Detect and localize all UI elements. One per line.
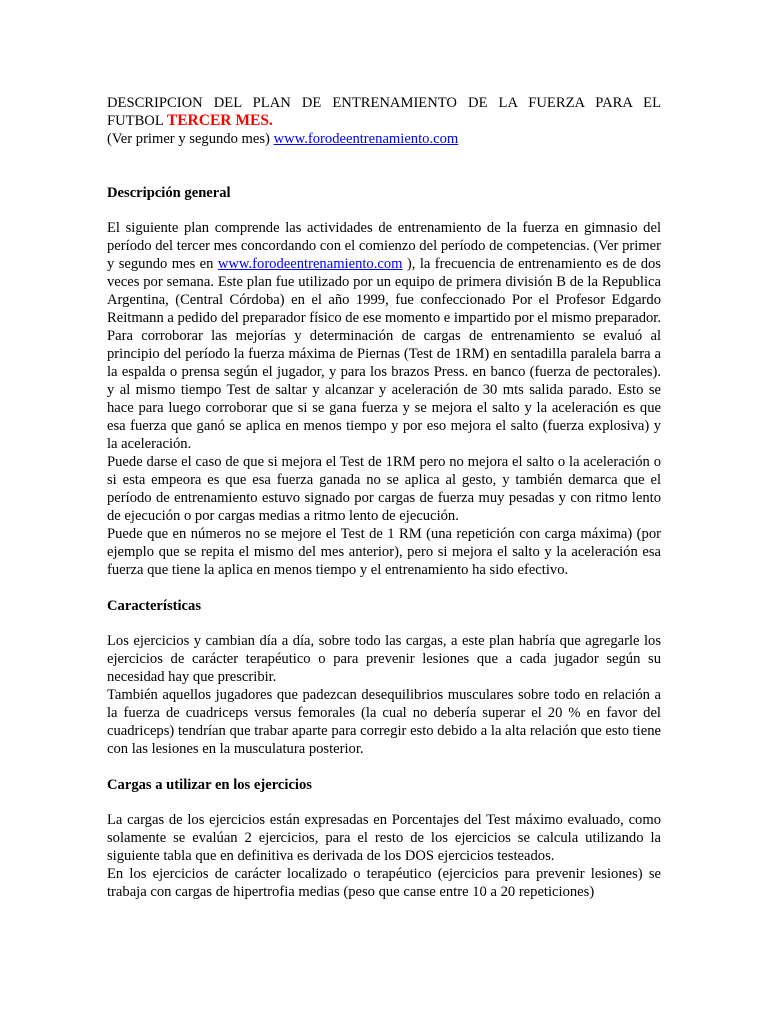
paragraph-cargas-1: La cargas de los ejercicios están expresadas en Porcentajes del Test máximo evaluado, como solamente se evalúan 2 ejercicios, para el resto de los ejercicios se calcula utilizando la siguiente tabla que en definitiva es derivada de los DOS ejercicios testeados. bbox=[107, 812, 661, 864]
document-subtitle bbox=[107, 130, 661, 148]
paragraph-text: El siguiente plan comprende las actividades de entrenamiento de la fuerza en gimnasio del período del tercer mes concordando con el comienzo del período de competencias. (Ver primer y segundo mes en bbox=[107, 220, 661, 272]
body-link[interactable]: www.forodeentrenamiento.com bbox=[217, 256, 403, 272]
paragraph-general-2: Para corroborar las mejorías y determinación de cargas de entrenamiento se evaluó al principio del período la fuerza máxima de Piernas (Test de 1RM) en sentadilla paralela barra a la espalda o prensa según el jugador, y para los brazos Press. en banco (fuerza de pectorales). y al mismo tiempo Test de saltar y alcanzar y aceleración de 30 mts salida parado. Esto se hace para luego corroborar que si se gana fuerza y se mejora el salto y la aceleración es que esa fuerza que ganó se aplica en menos tiempo y por eso mejora el salto (fuerza explosiva) y la aceleración. bbox=[107, 328, 661, 452]
paragraph-cargas-2: En los ejercicios de carácter localizado o terapéutico (ejercicios para prevenir lesiones) se trabaja con cargas de hipertrofia medias (peso que canse entre 10 a 20 repeticiones) bbox=[107, 866, 661, 900]
heading-descripcion-general: Descripción general bbox=[107, 185, 231, 201]
paragraph-caracteristicas-1: Los ejercicios y cambian día a día, sobre todo las cargas, a este plan habría que agregarle los ejercicios de carácter terapéutico o para prevenir lesiones que a cada jugador según su necesidad hay que prescribir. bbox=[107, 633, 661, 685]
title-prefix: FUTBOL bbox=[107, 113, 167, 129]
paragraph-general-4: Puede que en números no se mejore el Test de 1 RM (una repetición con carga máxima) (por ejemplo que se repita el mismo del mes anterior), pero si mejora el salto y la aceleración esa fuerza que tiene la aplica en menos tiempo y el entrenamiento ha sido efectivo. bbox=[107, 526, 661, 578]
document-title-line2 bbox=[107, 112, 661, 130]
document-title-line1: DESCRIPCION DEL PLAN DE ENTRENAMIENTO DE LA FUERZA PARA EL bbox=[107, 95, 661, 111]
heading-cargas: Cargas a utilizar en los ejercicios bbox=[107, 777, 312, 793]
paragraph-text: ), la frecuencia de entrenamiento es de dos veces por semana. Este plan fue utilizado por un equipo de primera división B de la Republica Argentina, (Central Córdoba) en el año 1999, fue confeccionado Por el Profesor Edgardo Reitmann a pedido del preparador físico de ese momento e impartido por el mismo preparador. bbox=[107, 256, 661, 326]
header-link[interactable]: www.forodeentrenamiento.com bbox=[273, 131, 459, 147]
subtitle-text: (Ver primer y segundo mes) bbox=[107, 131, 274, 147]
document-page bbox=[107, 94, 661, 901]
paragraph-caracteristicas-2: También aquellos jugadores que padezcan desequilibrios musculares sobre todo en relación a la fuerza de cuadriceps versus femorales (la cual no debería superar el 20 % en favor del cuadriceps) tendrían que trabar aparte para corregir esto debido a la alta relación que esto tiene con las lesiones en la musculatura posterior. bbox=[107, 687, 661, 757]
paragraph-general-1 bbox=[107, 219, 661, 327]
paragraph-general-3: Puede darse el caso de que si mejora el Test de 1RM pero no mejora el salto o la aceleración o si esta empeora es que esa fuerza ganada no se aplica al gesto, y también demarca que el período de entrenamiento estuvo signado por cargas de fuerza muy pesadas y con ritmo lento de ejecución o por cargas medias a ritmo lento de ejecución. bbox=[107, 454, 661, 524]
heading-caracteristicas: Características bbox=[107, 598, 202, 614]
title-highlight: TERCER MES. bbox=[166, 112, 273, 129]
